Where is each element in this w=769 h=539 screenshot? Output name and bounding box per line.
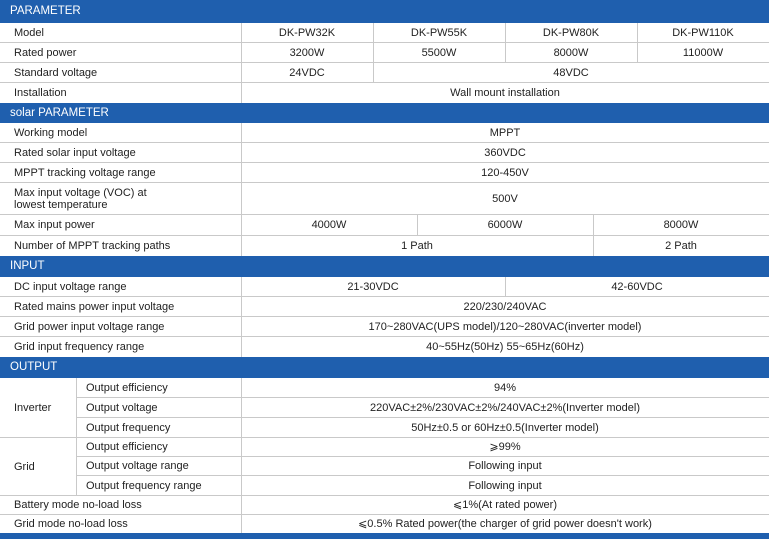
value-cell: Wall mount installation [450, 87, 560, 99]
value-cell: 50Hz±0.5 or 60Hz±0.5(Inverter model) [411, 421, 599, 434]
value-cell: 220VAC±2%/230VAC±2%/240VAC±2%(Inverter model) [369, 401, 640, 414]
row-label: Output efficiency [86, 441, 168, 453]
value-cell: 24VDC [289, 66, 325, 79]
value-cell: 8000W [553, 46, 589, 59]
row-label: Standard voltage [14, 66, 98, 79]
row-label: Output voltage [86, 401, 158, 414]
table-row-mains-voltage [0, 297, 769, 317]
value-cell: 360VDC [484, 146, 526, 159]
table-row-grid-range [0, 317, 769, 337]
model-cell: DK-PW32K [278, 26, 336, 39]
value-cell: Following input [468, 460, 542, 472]
row-label: Output voltage range [86, 460, 189, 472]
value-cell: 2 Path [665, 240, 697, 252]
row-label: Output efficiency [86, 381, 168, 394]
row-label-line: Max input voltage (VOC) at [14, 186, 147, 199]
table-row-grid-noload [0, 515, 769, 533]
table-row-dc-range [0, 277, 769, 297]
section-header-parameter: PARAMETER [0, 0, 769, 23]
row-label: Output frequency range [86, 479, 202, 492]
group-label-grid: Grid [14, 460, 35, 473]
value-cell: 4000W [311, 219, 347, 231]
value-cell: 40~55Hz(50Hz) 55~65Hz(60Hz) [426, 341, 584, 353]
value-cell: Following input [468, 479, 542, 492]
row-label: Battery mode no-load loss [14, 499, 142, 511]
row-label-line: lowest temperature [14, 198, 108, 211]
section-header-input: INPUT [0, 256, 769, 277]
row-label [0, 183, 147, 214]
row-label: Max input power [14, 219, 95, 231]
row-label: Grid input frequency range [14, 341, 145, 353]
value-cell: 6000W [487, 219, 523, 231]
value-cell: 170~280VAC(UPS model)/120~280VAC(inverter model) [368, 320, 642, 333]
value-cell: 220/230/240VAC [463, 300, 547, 313]
table-row-standard-voltage [0, 63, 769, 83]
row-label: Rated power [14, 46, 77, 59]
table-row-working-model [0, 123, 769, 143]
value-cell: 120-450V [481, 166, 529, 179]
value-cell: 1 Path [401, 240, 433, 252]
model-cell: DK-PW55K [410, 26, 468, 39]
value-cell: 5500W [421, 46, 457, 59]
row-label: Grid mode no-load loss [14, 518, 128, 530]
table-row-battery-noload [0, 496, 769, 515]
table-row-inverter-voltage [76, 398, 769, 418]
row-label: Working model [14, 126, 88, 139]
table-row-grid-frequency [0, 337, 769, 357]
table-row-inverter-efficiency [76, 378, 769, 398]
value-cell: 3200W [289, 46, 325, 59]
table-row-mppt-range [0, 163, 769, 183]
table-row-inverter-frequency [76, 418, 769, 437]
row-label: Rated mains power input voltage [14, 300, 175, 313]
model-cell: DK-PW80K [542, 26, 600, 39]
row-label: Rated solar input voltage [14, 146, 136, 159]
table-row-max-power [0, 215, 769, 236]
model-cell: DK-PW110K [672, 26, 734, 39]
row-label: Grid power input voltage range [14, 320, 165, 333]
value-cell: 500V [492, 192, 518, 205]
row-label: MPPT tracking voltage range [14, 166, 156, 179]
value-cell: 94% [493, 381, 517, 394]
value-cell: ⩽0.5% Rated power(the charger of grid power doesn't work) [358, 518, 652, 530]
table-row-grid-efficiency [76, 438, 769, 457]
value-cell: 8000W [663, 219, 699, 231]
value-cell: 11000W [682, 46, 724, 59]
table-row-rated-solar-voltage [0, 143, 769, 163]
table-row-grid-voltage [76, 457, 769, 476]
table-row-rated-power [0, 43, 769, 63]
value-cell: 48VDC [553, 66, 589, 79]
table-row-installation [0, 83, 769, 103]
row-label: Installation [14, 87, 67, 99]
value-cell: ⩽1%(At rated power) [453, 499, 557, 511]
value-cell: 42-60VDC [611, 280, 663, 293]
row-label: Output frequency [86, 421, 171, 434]
table-row-model [0, 23, 769, 43]
row-label: Model [14, 26, 44, 39]
table-row-grid-frequency-out [76, 476, 769, 495]
bottom-bar [0, 533, 769, 539]
section-header-output: OUTPUT [0, 357, 769, 378]
table-row-mppt-paths [0, 236, 769, 256]
row-label: Number of MPPT tracking paths [14, 240, 171, 252]
section-header-solar: solar PARAMETER [0, 103, 769, 123]
table-row-max-voc [0, 183, 769, 215]
group-label-inverter: Inverter [14, 402, 52, 414]
value-cell: MPPT [489, 126, 521, 139]
value-cell: 21-30VDC [347, 280, 399, 293]
value-cell: ⩾99% [489, 441, 521, 453]
row-label: DC input voltage range [14, 280, 127, 293]
